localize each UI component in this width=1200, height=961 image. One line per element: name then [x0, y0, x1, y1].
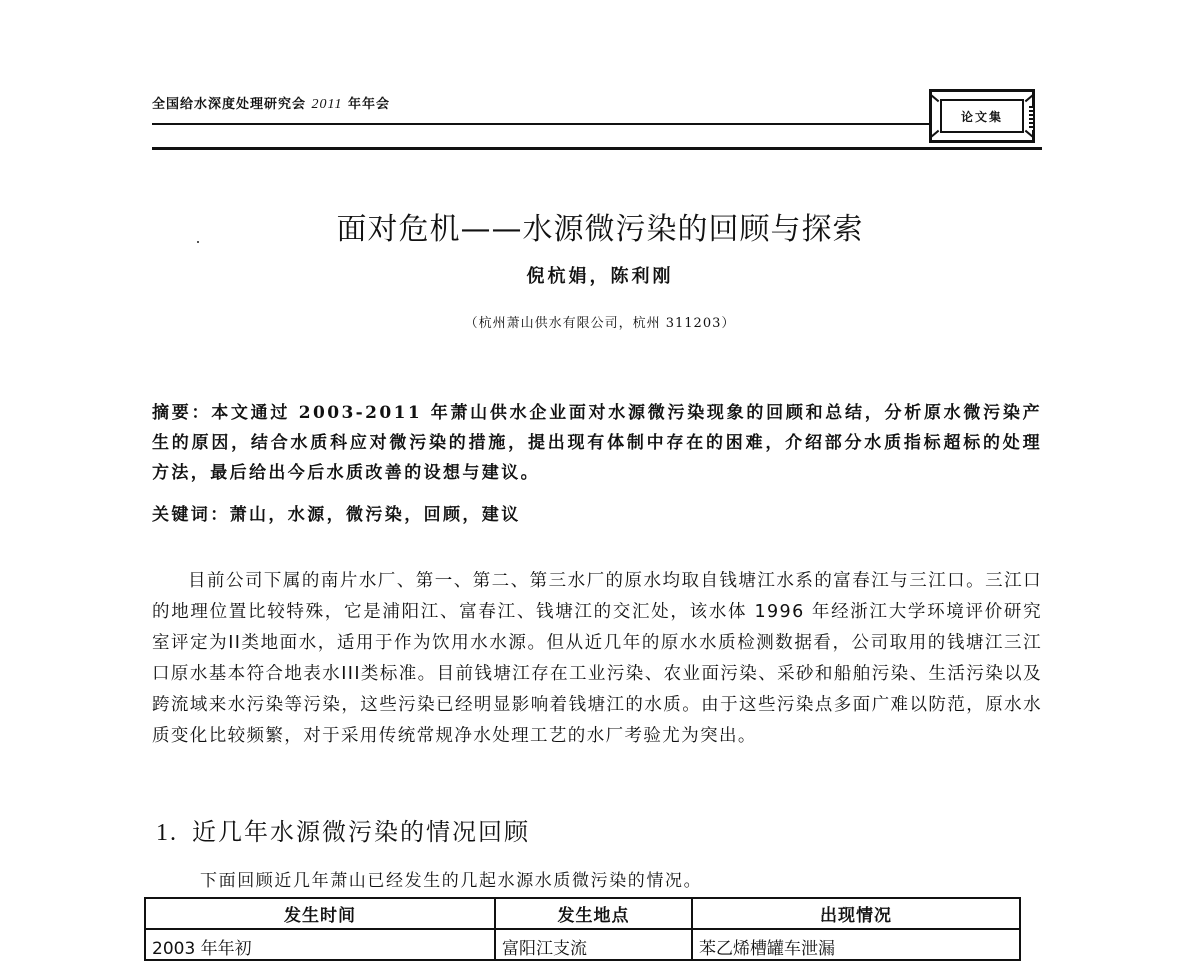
table-header-row — [145, 898, 1020, 929]
keywords — [152, 500, 521, 525]
paper-authors: 倪杭娟，陈利刚 — [526, 266, 674, 287]
badge-bevel — [930, 94, 939, 102]
badge-bevel — [1025, 130, 1034, 138]
abstract — [152, 398, 1042, 488]
header-rule-thick — [152, 147, 1042, 150]
pollution-events-table — [144, 897, 1021, 961]
conference-year: 2011 — [311, 97, 343, 112]
column-header-time: 发生时间 — [145, 898, 495, 929]
cell-situation: 苯乙烯槽罐车泄漏 — [692, 929, 1020, 960]
section-intro: 下面回顾近几年萧山已经发生的几起水源水质微污染的情况。 — [200, 871, 703, 891]
badge-bevel — [930, 130, 939, 138]
keywords-text: 萧山，水源，微污染，回顾，建议 — [229, 505, 521, 525]
column-header-location: 发生地点 — [495, 898, 692, 929]
abstract-label: 摘要： — [152, 403, 212, 423]
cell-time: 2003 年年初 — [145, 929, 495, 960]
header-rule-thin — [152, 123, 930, 125]
keywords-label: 关键词： — [152, 505, 230, 525]
badge-bevel — [1025, 94, 1034, 102]
paper-affiliation: （杭州萧山供水有限公司，杭州 311203） — [464, 316, 736, 331]
column-header-situation: 出现情况 — [692, 898, 1020, 929]
table-row — [145, 929, 1020, 960]
paper-title: 面对危机——水源微污染的回顾与探索 — [336, 212, 864, 247]
body-paragraph: 目前公司下属的南片水厂、第一、第二、第三水厂的原水均取自钱塘江水系的富春江与三江口。三江口的地理位置比较特殊，它是浦阳江、富春江、钱塘江的交汇处，该水体 1996 年经浙江大学环境评价研究室评定为II类地面水，适用于作为饮用水水源。但从近几年的原水水质检测数据看，公司取用的钱塘江三江口原水基本符合地表水III类标准。目前钱塘江存在工业污染、农业面污染、采砂和船舶污染、生活污染以及跨流域来水污染等污染，这些污染已经明显影响着钱塘江的水质。由于这些污染点多面广难以防范，原水水质变化比较频繁，对于采用传统常规净水处理工艺的水厂考验尤为突出。 — [152, 571, 1042, 746]
badge-label: 论文集 — [940, 99, 1024, 133]
section-title: 近几年水源微污染的情况回顾 — [192, 818, 530, 846]
proceedings-badge — [929, 89, 1035, 143]
abstract-text: 本文通过 2003-2011 年萧山供水企业面对水源微污染现象的回顾和总结，分析原水微污染产生的原因，结合水质科应对微污染的措施，提出现有体制中存在的困难，介绍部分水质指标超标的处理方法，最后给出今后水质改善的设想与建议。 — [152, 403, 1043, 483]
cell-location: 富阳江支流 — [495, 929, 692, 960]
running-header — [152, 93, 390, 113]
section-heading — [156, 812, 530, 847]
conference-name: 全国给水深度处理研究会 — [152, 97, 312, 112]
conference-suffix: 年年会 — [342, 97, 391, 112]
section-number: 1. — [156, 820, 178, 846]
badge-side-pattern — [1029, 106, 1033, 130]
